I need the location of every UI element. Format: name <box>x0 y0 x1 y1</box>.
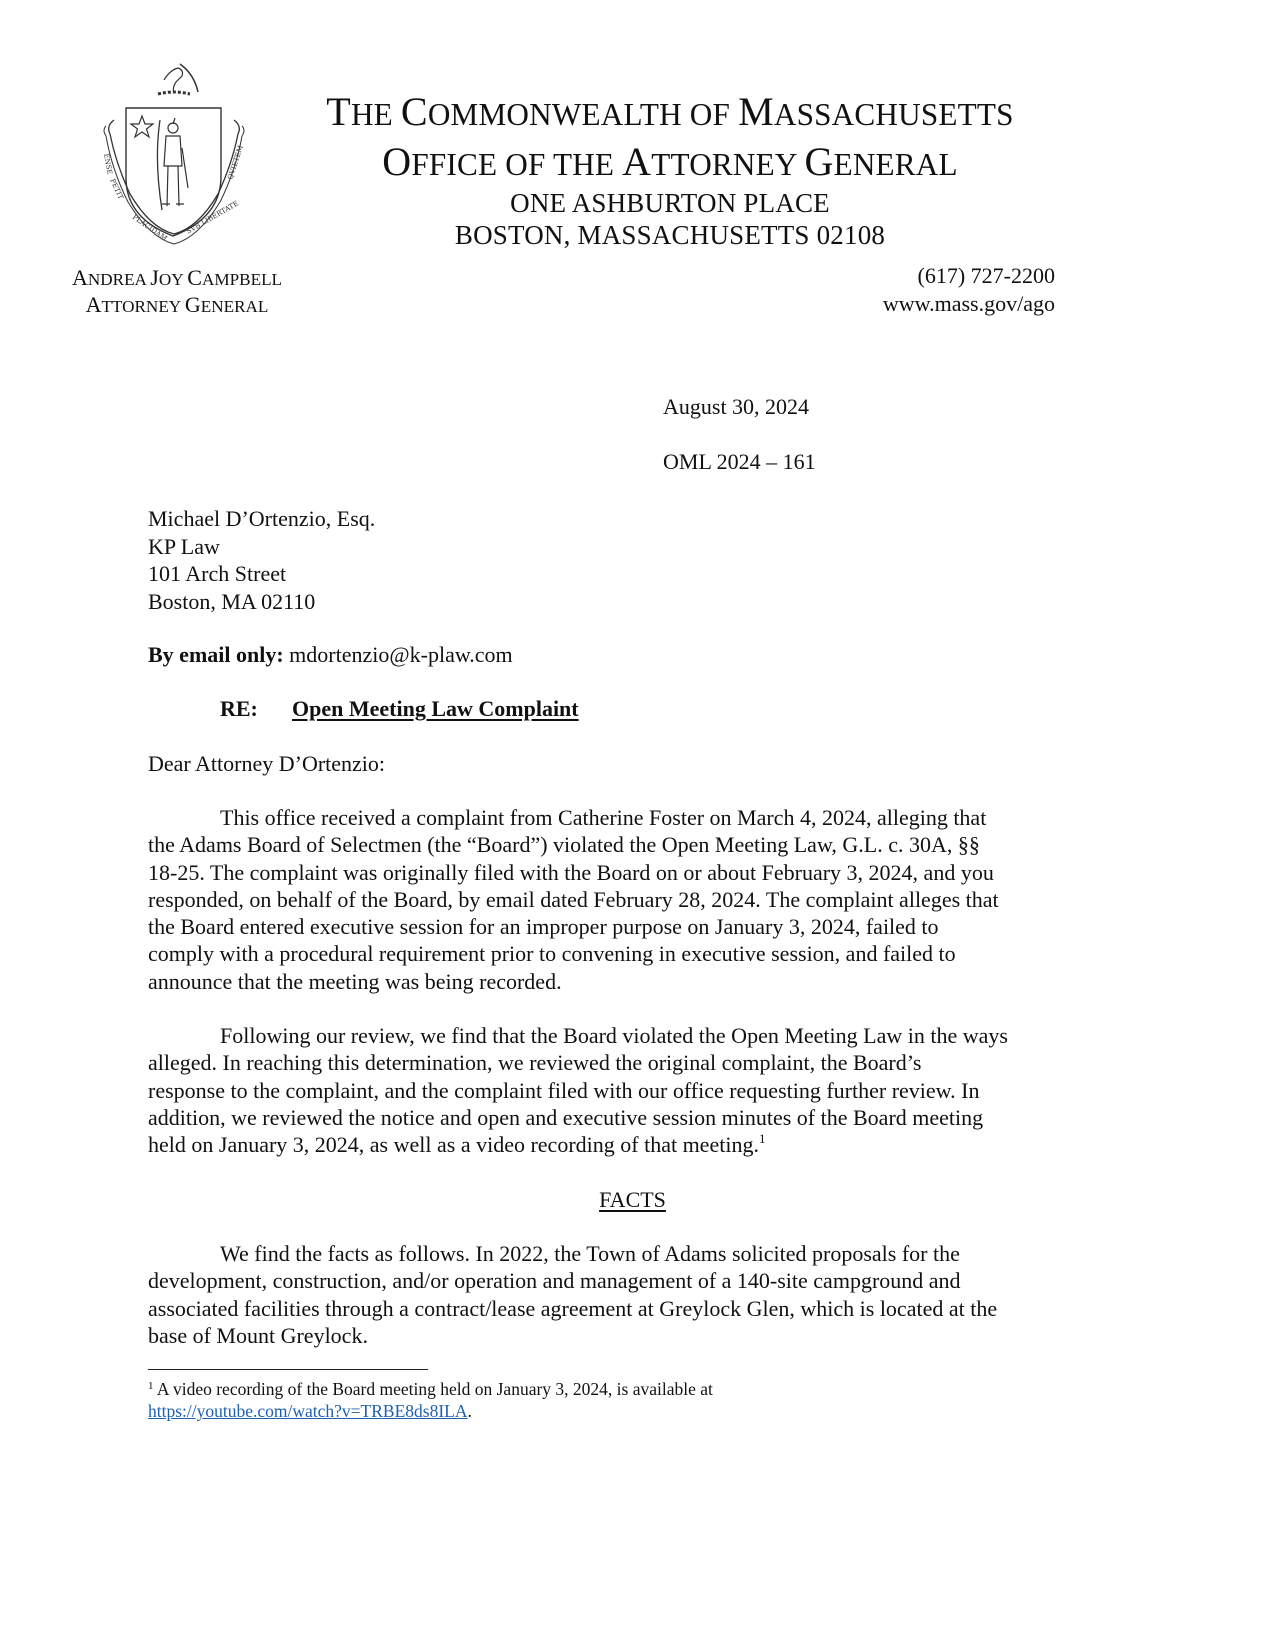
recipient-address <box>148 505 375 615</box>
attorney-general-title: ATTORNEY GENERAL <box>85 292 269 317</box>
letterhead-address-line1: ONE ASHBURTON PLACE <box>510 188 830 218</box>
delivery-method <box>148 641 513 668</box>
re-line <box>220 695 579 722</box>
reference-number: OML 2024 – 161 <box>663 449 816 474</box>
footnote: $^1$ A video recording of the Board meeting held on January 3, 2024, is available at https://youtube.com/watch?v=TRBE8ds8ILA. <box>148 1379 713 1421</box>
recipient-email: mdortenzio@k-plaw.com <box>289 642 513 667</box>
section-heading-facts: FACTS <box>599 1187 666 1212</box>
recipient-city: Boston, MA 02110 <box>148 588 316 614</box>
video-recording-link[interactable]: https://youtube.com/watch?v=TRBE8ds8ILA <box>148 1401 468 1421</box>
svg-text:PLACIDAM: PLACIDAM <box>130 213 169 243</box>
paragraph-facts: We find the facts as follows. In 2022, the Town of Adams solicited proposals for the development, construction, and/or operation and management of a 140-site campground and associated facilities through a contract/lease agreement at Greylock Glen, which is located at the base of Mount Greylock. <box>148 1241 998 1348</box>
delivery-label: By email only: <box>148 642 284 667</box>
re-label: RE: <box>220 696 258 721</box>
footnote-divider <box>148 1369 428 1370</box>
paragraph-complaint-summary: This office received a complaint from Catherine Foster on March 4, 2024, alleging that the Adams Board of Selectmen (the “Board”) violated the Open Meeting Law, G.L. c. 30A, §§ 18-25. The complaint was originally filed with the Board on or about February 3, 2024, and you responded, on behalf of the Board, by email dated February 28, 2024. The complaint alleges that the Board entered executive session for an improper purpose on January 3, 2024, failed to comply with a procedural requirement prior to convening in executive session, and failed to announce that the meeting was being recorded. <box>148 805 999 994</box>
footnote-text: A video recording of the Board meeting held on January 3, 2024, is available at <box>156 1379 713 1399</box>
footnote-number: 1 <box>148 1380 154 1392</box>
letter-date: August 30, 2024 <box>663 394 810 419</box>
letterhead-contact <box>840 262 1055 318</box>
recipient-street: 101 Arch Street <box>148 561 287 586</box>
paragraph-review-findings: Following our review, we find that the Board violated the Open Meeting Law in the ways alleged. In reaching this determination, we reviewed the original complaint, the Board’s response to the complaint, and the complaint filed with our office requesting further review. In addition, we reviewed the notice and open and executive session minutes of the Board meeting held on January 3, 2024, as well as a video recording of that meeting.$^1$ <box>148 1023 1008 1158</box>
footnote-marker[interactable]: 1 <box>758 1131 766 1147</box>
re-subject: Open Meeting Law Complaint <box>292 696 579 721</box>
svg-text:PETIT: PETIT <box>108 177 125 201</box>
attorney-general-name: ANDREA JOY CAMPBELL <box>71 265 283 290</box>
svg-text:SVB LIBERTATE: SVB LIBERTATE <box>185 199 240 236</box>
svg-text:ENSE: ENSE <box>102 152 114 176</box>
website: www.mass.gov/ago <box>882 291 1055 316</box>
recipient-name: Michael D’Ortenzio, Esq. <box>148 506 376 531</box>
letterhead-address-line2: BOSTON, MASSACHUSETTS 02108 <box>454 220 886 250</box>
svg-text:QVIETEM: QVIETEM <box>226 144 245 181</box>
recipient-firm: KP Law <box>148 533 220 559</box>
letterhead-office-title: OFFICE OF THE ATTORNEY GENERAL <box>382 139 958 184</box>
phone-number: (617) 727-2200 <box>917 263 1055 288</box>
salutation: Dear Attorney D’Ortenzio: <box>148 751 386 776</box>
letterhead-commonwealth-title: THE COMMONWEALTH OF MASSACHUSETTS <box>326 89 1014 134</box>
massachusetts-state-seal-icon <box>96 58 251 248</box>
